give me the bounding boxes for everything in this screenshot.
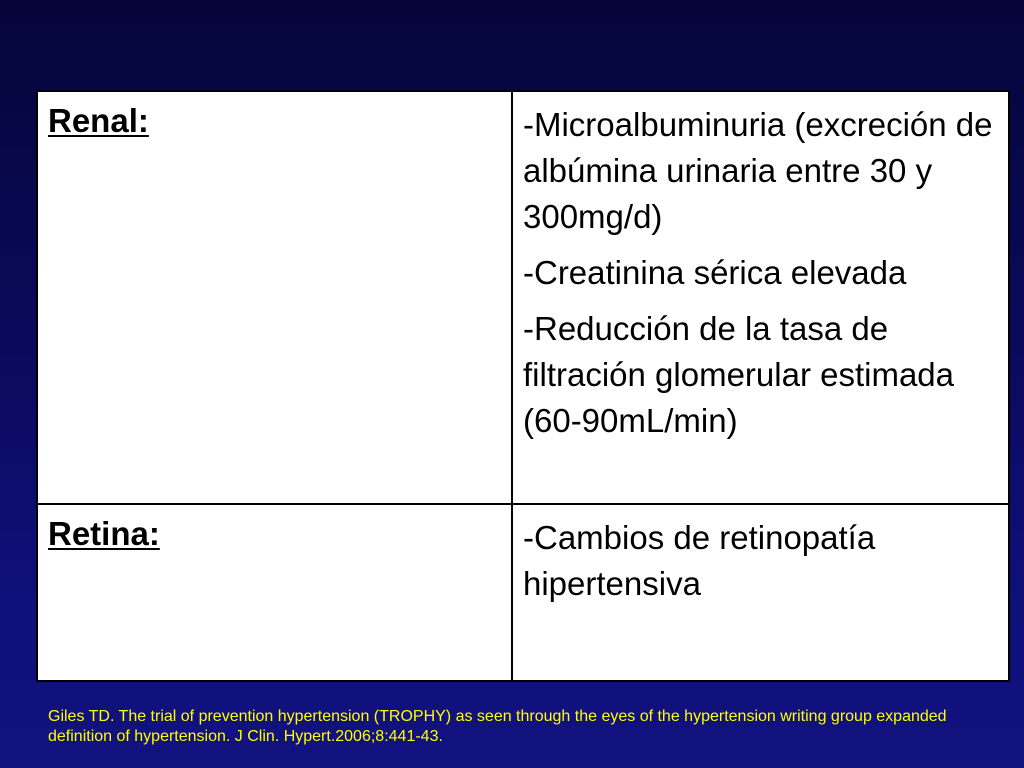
- table-row-retina-label-cell: [38, 505, 513, 680]
- retina-item-retinopatia: -Cambios de retinopatía hipertensiva: [523, 519, 876, 602]
- organ-damage-table: [36, 90, 1010, 682]
- renal-item-creatinina: -Creatinina sérica elevada: [523, 254, 907, 291]
- table-row-retina-value-cell: [513, 505, 1008, 680]
- renal-item-filtracion: -Reducción de la tasa de filtración glomerular estimada (60-90mL/min): [523, 310, 955, 439]
- table-row-renal-value-cell: [513, 92, 1008, 505]
- renal-item-microalbuminuria: -Microalbuminuria (excreción de albúmina urinaria entre 30 y 300mg/d): [523, 106, 993, 235]
- renal-label: Renal:: [48, 102, 149, 139]
- table-row-renal-label-cell: [38, 92, 513, 505]
- retina-label: Retina:: [48, 515, 160, 552]
- citation-text: Giles TD. The trial of prevention hypertension (TROPHY) as seen through the eyes of the hypertension writing group expanded definition of hypertension. J Clin. Hypert.2006;8:441-43.: [48, 708, 947, 745]
